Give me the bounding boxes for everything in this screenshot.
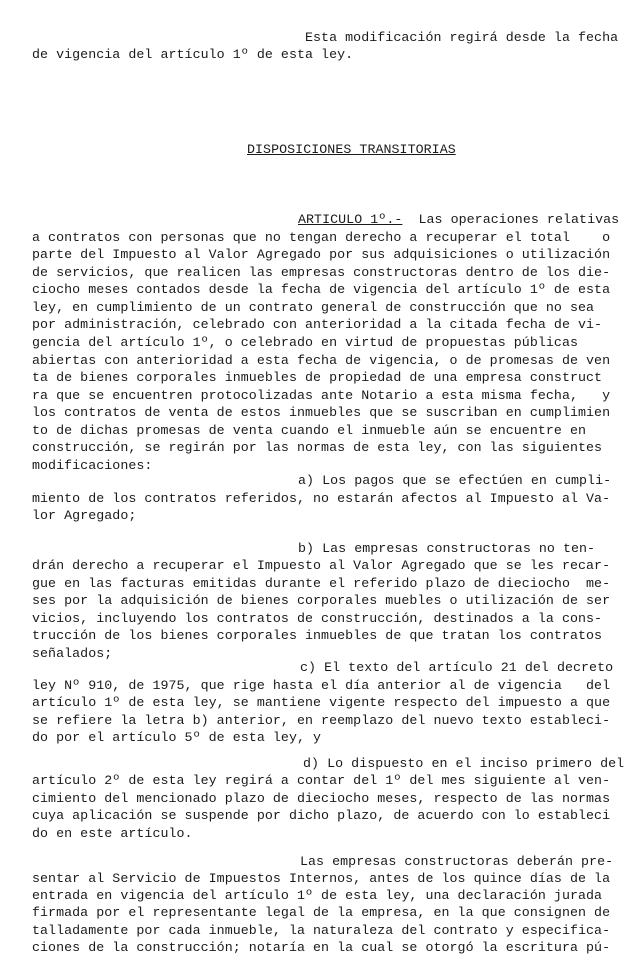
closing-line: firmada por el representante legal de la empresa, en la que consignen de: [32, 905, 611, 920]
intro-line: de vigencia del artículo 1º de esta ley.: [32, 47, 354, 62]
article-line: por administración, celebrado con anterioridad a la citada fecha de vi-: [32, 317, 603, 332]
item-c-line: se refiere la letra b) anterior, en reemplazo del nuevo texto estableci-: [32, 713, 611, 728]
article-line: de servicios, que realicen las empresas constructoras dentro de los die-: [32, 265, 611, 280]
article-line: los contratos de venta de estos inmuebles que se suscriban en cumplimien: [32, 405, 611, 420]
item-c-line: artículo 1º de esta ley, se mantiene vigente respecto del impuesto a que: [32, 695, 611, 710]
article-line: parte del Impuesto al Valor Agregado por sus adquisiciones o utilización: [32, 247, 611, 262]
item-a-line: miento de los contratos referidos, no estarán afectos al Impuesto al Va-: [32, 491, 611, 506]
article-line: modificaciones:: [32, 458, 153, 473]
item-b-line: gue en las facturas emitidas durante el referido plazo de dieciocho me-: [32, 576, 611, 591]
item-a-line: lor Agregado;: [32, 508, 137, 523]
item-c-line: do por el artículo 5º de esta ley, y: [32, 730, 322, 745]
item-b-line: vicios, incluyendo los contratos de construcción, destinados a la cons-: [32, 611, 603, 626]
article-first-line: [298, 212, 619, 228]
item-b-line: trucción de los bienes corporales inmuebles de que tratan los contratos: [32, 628, 603, 643]
item-b-line: señalados;: [32, 646, 113, 661]
article-heading: ARTICULO 1º.-: [298, 212, 403, 227]
item-c-line: c) El texto del artículo 21 del decreto: [300, 660, 614, 675]
item-b-line: b) Las empresas constructoras no ten-: [298, 541, 596, 556]
closing-line: entrada en vigencia del artículo 1º de esta ley, una declaración jurada: [32, 888, 603, 903]
closing-line: Las empresas constructoras deberán pre-: [300, 854, 614, 869]
article-line: abiertas con anterioridad a esta fecha de vigencia, o de promesas de ven: [32, 353, 611, 368]
item-d-line: artículo 2º de esta ley regirá a contar del 1º del mes siguiente al ven-: [32, 773, 611, 788]
item-b-line: ses por la adquisición de bienes corporales muebles o utilización de ser: [32, 593, 611, 608]
item-a-line: a) Los pagos que se efectúen en cumpli-: [298, 473, 612, 488]
article-line: to de dichas promesas de venta cuando el inmueble aún se encuentre en: [32, 423, 587, 438]
item-b-line: drán derecho a recuperar el Impuesto al Valor Agregado que se les recar-: [32, 558, 611, 573]
closing-line: sentar al Servicio de Impuestos Internos, antes de los quince días de la: [32, 871, 611, 886]
article-line: construcción, se regirán por las normas de esta ley, con las siguientes: [32, 440, 603, 455]
item-d-line: cuya aplicación se suspende por dicho plazo, de acuerdo con lo estableci: [32, 808, 611, 823]
item-d-line: do en este artículo.: [32, 826, 193, 841]
article-line: gencia del artículo 1º, o celebrado en virtud de propuestas públicas: [32, 335, 579, 350]
article-line: ra que se encuentren protocolizadas ante Notario a esta misma fecha, y: [32, 388, 611, 403]
item-d-line: cimiento del mencionado plazo de dieciocho meses, respecto de las normas: [32, 791, 611, 806]
section-title: DISPOSICIONES TRANSITORIAS: [247, 142, 456, 157]
item-c-line: ley Nº 910, de 1975, que rige hasta el día anterior al de vigencia del: [32, 678, 611, 693]
closing-line: talladamente por cada inmueble, la naturaleza del contrato y especifica-: [32, 923, 611, 938]
item-d-line: d) Lo dispuesto en el inciso primero del: [303, 756, 625, 771]
article-text: Las operaciones relativas: [418, 212, 620, 227]
article-line: a contratos con personas que no tengan derecho a recuperar el total o: [32, 230, 611, 245]
article-line: ciocho meses contados desde la fecha de vigencia del artículo 1º de esta: [32, 282, 611, 297]
intro-line: Esta modificación regirá desde la fecha: [305, 30, 619, 45]
article-line: ta de bienes corporales inmuebles de propiedad de una empresa construct: [32, 370, 603, 385]
closing-line: ciones de la construcción; notaría en la cual se otorgó la escritura pú-: [32, 940, 611, 955]
article-line: ley, en cumplimiento de un contrato general de construcción que no sea: [32, 300, 595, 315]
